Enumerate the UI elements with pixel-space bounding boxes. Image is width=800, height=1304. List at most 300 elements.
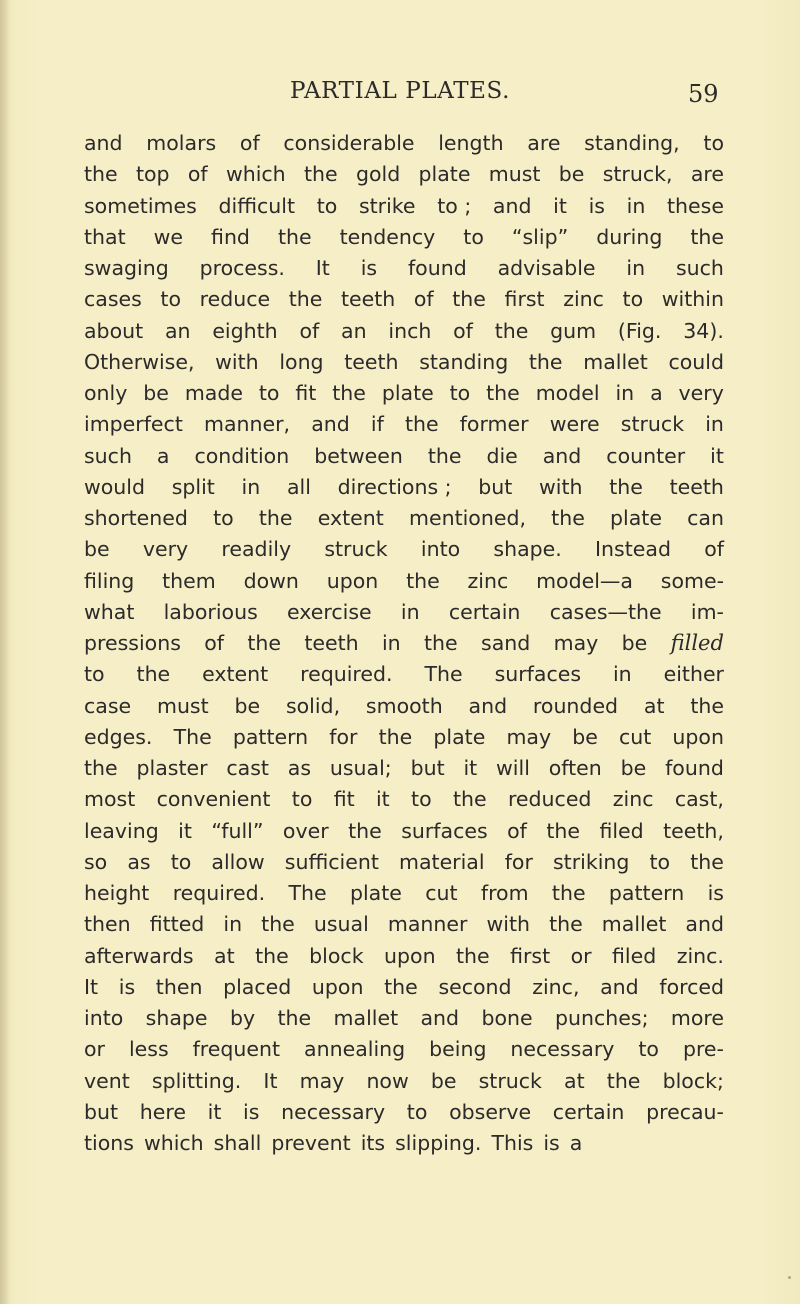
word: it bbox=[710, 443, 724, 468]
word: the bbox=[424, 631, 458, 655]
word: to bbox=[649, 849, 671, 874]
word: to bbox=[213, 506, 234, 530]
word: we bbox=[153, 224, 184, 249]
text-line bbox=[84, 284, 724, 315]
word: It bbox=[263, 1068, 278, 1093]
word: sand bbox=[481, 631, 531, 655]
word: top bbox=[135, 162, 170, 187]
word: mallet bbox=[583, 349, 648, 374]
body-text bbox=[84, 128, 724, 1159]
word: it bbox=[178, 818, 192, 843]
word: the bbox=[277, 224, 312, 249]
word: Instead bbox=[595, 537, 671, 562]
word: teeth bbox=[344, 349, 399, 374]
word: sometimes bbox=[84, 193, 197, 218]
word: leaving bbox=[84, 818, 159, 843]
word: The bbox=[288, 881, 327, 905]
word: such bbox=[675, 256, 724, 280]
word: in bbox=[400, 599, 420, 624]
word: sufficient bbox=[284, 849, 379, 874]
word: reduced bbox=[507, 787, 592, 812]
word: The bbox=[173, 724, 212, 749]
word: long bbox=[279, 349, 324, 374]
word: and bbox=[468, 693, 508, 718]
word: is bbox=[543, 1131, 560, 1155]
word: to bbox=[406, 1099, 428, 1124]
word: made bbox=[184, 381, 243, 405]
word: tendency bbox=[339, 224, 436, 249]
text-line bbox=[84, 909, 724, 940]
text-line bbox=[84, 722, 724, 753]
word: pre- bbox=[682, 1037, 724, 1062]
word: in bbox=[223, 912, 243, 937]
word: striking bbox=[552, 849, 630, 874]
word: can bbox=[687, 506, 724, 530]
word: fitted bbox=[149, 912, 205, 937]
word: necessary bbox=[510, 1037, 615, 1062]
word: between bbox=[314, 443, 403, 468]
word: (Fig. bbox=[617, 318, 662, 343]
word: pattern bbox=[232, 724, 309, 749]
word: the bbox=[690, 693, 724, 718]
word: as bbox=[287, 756, 312, 780]
text-line bbox=[84, 566, 724, 597]
word: height bbox=[84, 881, 150, 905]
word: about bbox=[84, 318, 144, 343]
word: all bbox=[286, 474, 311, 499]
word: could bbox=[668, 349, 724, 374]
word: required. bbox=[172, 881, 266, 905]
word: struck, bbox=[602, 162, 673, 187]
word: in bbox=[615, 381, 635, 405]
word: found bbox=[665, 756, 724, 780]
word: teeth, bbox=[663, 818, 724, 843]
word: to bbox=[703, 131, 724, 155]
word: plaster bbox=[136, 756, 208, 780]
word: filled bbox=[670, 631, 724, 655]
word: slipping. bbox=[395, 1131, 482, 1155]
word: teeth bbox=[304, 631, 359, 655]
word: found bbox=[407, 256, 467, 280]
word: struck bbox=[620, 412, 685, 437]
word: is bbox=[707, 881, 724, 905]
word: the bbox=[690, 849, 724, 874]
word: gum bbox=[550, 318, 597, 343]
word: mallet bbox=[601, 912, 667, 937]
word: the bbox=[303, 162, 338, 187]
word: model bbox=[535, 381, 600, 405]
word: the bbox=[332, 381, 366, 405]
running-title: PARTIAL PLATES. bbox=[290, 78, 510, 104]
word: pattern bbox=[608, 881, 685, 905]
word: the bbox=[261, 912, 295, 937]
word: it bbox=[375, 787, 390, 812]
word: be bbox=[430, 1068, 457, 1093]
word: of bbox=[204, 631, 224, 655]
word: shall bbox=[213, 1131, 262, 1155]
word: and bbox=[492, 193, 532, 218]
text-line bbox=[84, 941, 724, 972]
word: surfaces bbox=[401, 818, 488, 843]
word: in bbox=[626, 193, 646, 218]
word: for bbox=[329, 724, 358, 749]
text-line bbox=[84, 1128, 724, 1159]
word: the bbox=[609, 474, 643, 499]
word: the bbox=[288, 287, 323, 312]
word: upon bbox=[326, 568, 379, 593]
word: now bbox=[366, 1068, 409, 1093]
word: either bbox=[663, 662, 724, 687]
word: first bbox=[504, 287, 545, 312]
word: to bbox=[316, 193, 338, 218]
word: annealing bbox=[304, 1037, 406, 1062]
word: and bbox=[311, 412, 350, 437]
word: certain bbox=[448, 599, 521, 624]
word: exercise bbox=[287, 599, 372, 624]
word: to bbox=[463, 224, 484, 249]
word: the bbox=[84, 756, 118, 780]
word: zinc bbox=[612, 787, 654, 812]
word: allow bbox=[211, 849, 265, 874]
word: filed bbox=[599, 818, 644, 843]
word: reduce bbox=[199, 287, 271, 312]
word: die bbox=[486, 443, 518, 468]
word: surfaces bbox=[494, 662, 582, 687]
word: counter bbox=[606, 443, 686, 468]
word: with bbox=[215, 349, 259, 374]
word: its bbox=[360, 1131, 386, 1155]
word: and bbox=[542, 443, 582, 468]
word: imperfect bbox=[84, 412, 183, 437]
word: cut bbox=[618, 724, 652, 749]
word: at bbox=[214, 943, 235, 968]
word: to bbox=[291, 787, 313, 812]
word: may bbox=[299, 1068, 345, 1093]
word: and bbox=[84, 131, 123, 155]
text-line bbox=[84, 441, 724, 472]
word: the bbox=[551, 881, 586, 905]
word: during bbox=[596, 224, 663, 249]
word: be bbox=[143, 381, 169, 405]
word: Otherwise, bbox=[84, 349, 195, 374]
word: to bbox=[258, 381, 280, 405]
word: length bbox=[438, 131, 504, 155]
word: the bbox=[456, 943, 490, 968]
word: into bbox=[420, 537, 461, 562]
word: the bbox=[247, 631, 281, 655]
word: im- bbox=[690, 599, 724, 624]
word: but bbox=[410, 756, 445, 780]
word: struck bbox=[478, 1068, 542, 1093]
word: directions ; bbox=[337, 474, 452, 499]
word: 34). bbox=[683, 318, 724, 343]
word: model—a bbox=[536, 568, 633, 593]
word: of bbox=[453, 318, 473, 343]
word: then bbox=[84, 912, 131, 937]
word: will bbox=[496, 756, 530, 780]
word: filed bbox=[612, 943, 657, 968]
word: filing bbox=[84, 568, 135, 593]
word: a bbox=[569, 1131, 583, 1155]
word: smooth bbox=[365, 693, 443, 718]
word: manner bbox=[387, 912, 468, 937]
word: as bbox=[127, 849, 151, 874]
word: is bbox=[243, 1099, 260, 1124]
word: the bbox=[546, 818, 580, 843]
word: such bbox=[84, 443, 132, 468]
word: that bbox=[84, 224, 126, 249]
word: are bbox=[527, 131, 561, 155]
text-line bbox=[84, 159, 724, 190]
word: less bbox=[128, 1037, 169, 1062]
word: plate bbox=[349, 881, 402, 905]
word: process. bbox=[199, 256, 285, 280]
word: may bbox=[506, 724, 552, 749]
word: very bbox=[678, 381, 724, 405]
word: advisable bbox=[497, 256, 596, 280]
word: them bbox=[162, 568, 216, 593]
word: but bbox=[84, 1099, 119, 1124]
word: strike bbox=[358, 193, 416, 218]
word: and bbox=[420, 1006, 460, 1030]
text-line bbox=[84, 409, 724, 440]
word: of bbox=[413, 287, 434, 312]
word: “slip” bbox=[511, 224, 569, 249]
word: placed bbox=[223, 974, 292, 999]
word: the bbox=[528, 349, 563, 374]
word: so bbox=[84, 849, 108, 874]
word: in bbox=[241, 474, 261, 499]
word: to bbox=[449, 381, 471, 405]
word: the bbox=[406, 568, 440, 593]
word: by bbox=[229, 1006, 256, 1030]
word: the bbox=[277, 1006, 312, 1030]
word: very bbox=[142, 537, 189, 562]
word: to bbox=[160, 287, 182, 312]
word: to bbox=[622, 287, 644, 312]
word: certain bbox=[552, 1099, 625, 1124]
word: extent bbox=[317, 506, 384, 530]
word: find bbox=[211, 224, 250, 249]
word: may bbox=[553, 631, 599, 655]
word: precau- bbox=[646, 1099, 724, 1124]
word: vent bbox=[84, 1068, 130, 1093]
word: the bbox=[690, 224, 724, 249]
word: in bbox=[705, 412, 724, 437]
word: mallet bbox=[333, 1006, 399, 1030]
text-line bbox=[84, 1003, 724, 1034]
word: extent bbox=[202, 662, 269, 687]
word: upon bbox=[672, 724, 724, 749]
word: then bbox=[155, 974, 203, 999]
word: shortened bbox=[84, 506, 188, 530]
word: it bbox=[463, 756, 478, 780]
word: afterwards bbox=[84, 943, 194, 968]
word: case bbox=[84, 693, 132, 718]
word: zinc bbox=[467, 568, 509, 593]
word: it bbox=[553, 193, 567, 218]
word: must bbox=[488, 162, 541, 187]
text-line bbox=[84, 191, 724, 222]
word: is bbox=[360, 256, 378, 280]
word: were bbox=[549, 412, 600, 437]
word: be bbox=[620, 756, 647, 780]
word: shape bbox=[145, 1006, 208, 1030]
word: the bbox=[427, 443, 462, 468]
word: the bbox=[549, 912, 583, 937]
word: some- bbox=[660, 568, 724, 593]
word: or bbox=[84, 1037, 105, 1062]
word: is bbox=[588, 193, 605, 218]
word: material bbox=[399, 849, 485, 874]
word: fit bbox=[333, 787, 355, 812]
word: here bbox=[139, 1099, 186, 1124]
word: plate bbox=[610, 506, 662, 530]
word: rounded bbox=[532, 693, 619, 718]
word: in bbox=[626, 256, 646, 280]
text-line bbox=[84, 503, 724, 534]
word: edges. bbox=[84, 724, 153, 749]
word: the bbox=[486, 381, 520, 405]
word: swaging bbox=[84, 256, 169, 280]
word: punches; bbox=[555, 1006, 649, 1030]
word: be bbox=[234, 693, 261, 718]
word: It bbox=[315, 256, 330, 280]
gutter-shadow bbox=[0, 0, 10, 1304]
word: difficult bbox=[218, 193, 296, 218]
word: at bbox=[643, 693, 665, 718]
word: which bbox=[225, 162, 286, 187]
text-line bbox=[84, 1066, 724, 1097]
word: are bbox=[690, 162, 724, 187]
word: or bbox=[570, 943, 592, 968]
word: of bbox=[507, 818, 527, 843]
word: block bbox=[309, 943, 364, 968]
word: to bbox=[170, 849, 192, 874]
word: convenient bbox=[156, 787, 271, 812]
word: struck bbox=[324, 537, 388, 562]
word: considerable bbox=[283, 131, 415, 155]
word: It bbox=[84, 974, 99, 999]
word: but bbox=[478, 474, 513, 499]
word: second bbox=[438, 974, 512, 999]
word: and bbox=[600, 974, 639, 999]
text-line bbox=[84, 253, 724, 284]
word: upon bbox=[384, 943, 436, 968]
text-line bbox=[84, 378, 724, 409]
word: the bbox=[606, 1068, 641, 1093]
word: be bbox=[84, 537, 110, 562]
word: frequent bbox=[192, 1037, 281, 1062]
word: over bbox=[282, 818, 329, 843]
word: zinc. bbox=[676, 943, 724, 968]
word: plate bbox=[433, 724, 486, 749]
word: the bbox=[378, 724, 413, 749]
text-line bbox=[84, 222, 724, 253]
word: cast, bbox=[674, 787, 724, 812]
word: be bbox=[558, 162, 585, 187]
word: necessary bbox=[281, 1099, 386, 1124]
word: teeth bbox=[669, 474, 724, 499]
word: in bbox=[381, 631, 401, 655]
word: splitting. bbox=[151, 1068, 242, 1093]
word: block; bbox=[662, 1068, 724, 1093]
word: usual; bbox=[329, 756, 392, 780]
text-line bbox=[84, 347, 724, 378]
word: if bbox=[370, 412, 384, 437]
word: with bbox=[486, 912, 530, 937]
text-line bbox=[84, 534, 724, 565]
word: required. bbox=[300, 662, 393, 687]
word: is bbox=[118, 974, 136, 999]
word: the bbox=[551, 506, 585, 530]
word: most bbox=[84, 787, 136, 812]
word: to bbox=[638, 1037, 659, 1062]
word: a bbox=[650, 381, 663, 405]
text-line bbox=[84, 597, 724, 628]
word: pressions bbox=[84, 631, 181, 655]
word: cases—the bbox=[549, 599, 662, 624]
word: be bbox=[572, 724, 598, 749]
word: more bbox=[670, 1006, 724, 1030]
word: former bbox=[459, 412, 529, 437]
word: be bbox=[621, 631, 648, 655]
word: an bbox=[341, 318, 367, 343]
word: the bbox=[258, 506, 293, 530]
text-line bbox=[84, 1034, 724, 1065]
text-line bbox=[84, 753, 724, 784]
word: the bbox=[384, 974, 418, 999]
word: plate bbox=[418, 162, 471, 187]
word: the bbox=[494, 318, 529, 343]
text-line bbox=[84, 628, 724, 659]
text-line bbox=[84, 784, 724, 815]
page-number: 59 bbox=[688, 80, 719, 108]
word: prevent bbox=[271, 1131, 351, 1155]
word: eighth bbox=[212, 318, 278, 343]
word: usual bbox=[313, 912, 369, 937]
word: an bbox=[164, 318, 191, 343]
word: to bbox=[84, 662, 105, 687]
word: the bbox=[84, 162, 118, 187]
word: cases bbox=[84, 287, 142, 312]
word: the bbox=[136, 662, 171, 687]
word: cut bbox=[425, 881, 458, 905]
word: “full” bbox=[211, 818, 264, 843]
word: zinc, bbox=[532, 974, 580, 999]
word: manner, bbox=[203, 412, 291, 437]
word: only bbox=[84, 381, 128, 405]
word: molars bbox=[146, 131, 217, 155]
word: the bbox=[255, 943, 289, 968]
word: often bbox=[548, 756, 602, 780]
word: upon bbox=[311, 974, 364, 999]
word: the bbox=[348, 818, 382, 843]
word: of bbox=[299, 318, 320, 343]
word: condition bbox=[194, 443, 290, 468]
text-line bbox=[84, 816, 724, 847]
word: forced bbox=[659, 974, 724, 999]
word: a bbox=[156, 443, 170, 468]
word: at bbox=[564, 1068, 585, 1093]
word: the bbox=[452, 287, 486, 312]
word: tions bbox=[84, 1131, 134, 1155]
word: gold bbox=[355, 162, 401, 187]
word: standing bbox=[419, 349, 509, 374]
word: what bbox=[84, 599, 135, 624]
word: to ; bbox=[437, 193, 472, 218]
word: with bbox=[539, 474, 583, 499]
